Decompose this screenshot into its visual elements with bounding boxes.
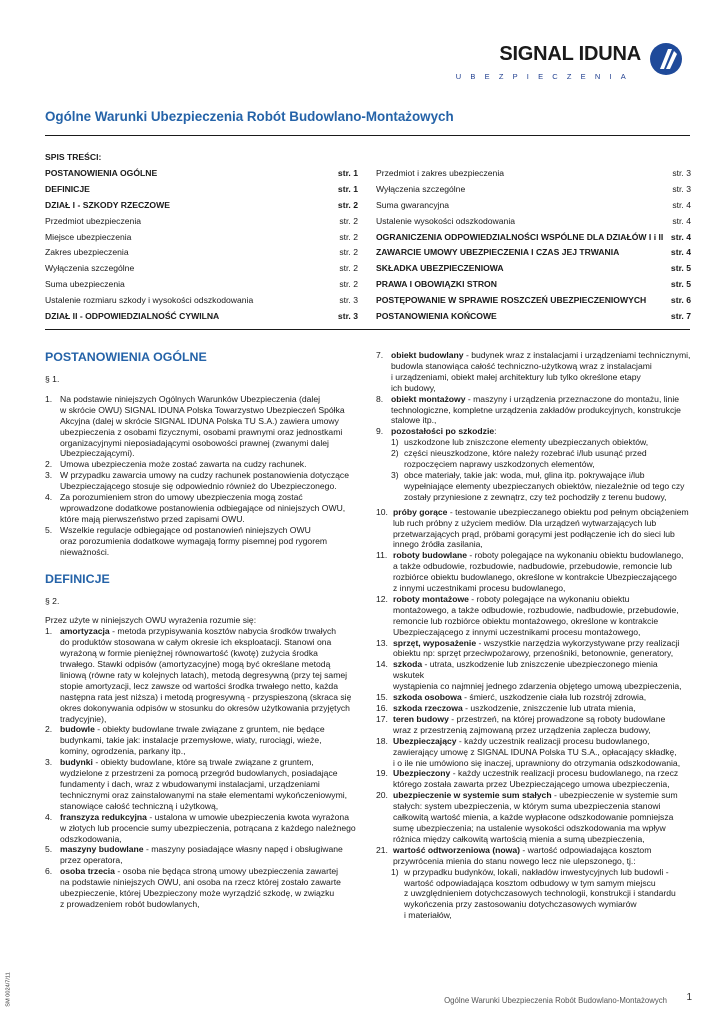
definition-line: i o ile nie umówiono się inaczej, uprawniony do otrzymania odszkodowania, (393, 757, 681, 768)
definition-item (376, 703, 691, 714)
definitions-list-left (45, 626, 360, 910)
footer-title: Ogólne Warunki Ubezpieczenia Robót Budowlano-Montażowych (444, 996, 667, 1005)
definition-text: - obiekty budowlane, które są trwale związane z gruntem, (92, 757, 314, 768)
brand-logo (423, 42, 683, 84)
sub-item (376, 867, 691, 922)
definition-number: 19. (376, 768, 388, 779)
definition-line: na podstawie niniejszych OWU, ani osoba na rzecz której zostało zawarte (60, 877, 341, 888)
definition-term: sprzęt, wyposażenie (393, 637, 477, 648)
definition-first-line (60, 724, 360, 735)
sub-item-line: rozpoczęciem naprawy uszkodzonych elementów, (404, 459, 595, 470)
definition-text: - każdy uczestnik realizacji procesu budowlanego, (456, 735, 650, 746)
body-right-column (376, 350, 691, 921)
definition-line: przywrócenia mienia do stanu nowego lecz nie ulepszonego, tj.: (393, 855, 636, 866)
toc-entry-label: DZIAŁ I - SZKODY RZECZOWE (45, 199, 170, 210)
definition-item (45, 844, 360, 866)
toc-entry (376, 294, 691, 310)
definition-number: 15. (376, 692, 388, 703)
definition-item (45, 866, 360, 910)
toc-entry-label: Ustalenie wysokości odszkodowania (376, 215, 516, 226)
toc-entry-label: POSTANOWIENIA KOŃCOWE (376, 311, 497, 322)
definition-line: rozbiórce obiektu budowlanego, określone w kontrakcie Ubezpieczającego (393, 572, 677, 583)
definition-line: a także odbudowie, rozbudowie, nadbudowie, przebudowie, remoncie lub (393, 561, 672, 572)
definition-line: budowla stanowiąca całość techniczno-użytkową wraz z instalacjami (391, 360, 652, 371)
toc-entry-label: DZIAŁ II - ODPOWIEDZIALNOŚĆ CYWILNA (45, 311, 220, 322)
definition-line: stalowe itp., (391, 415, 437, 426)
definition-number: 8. (376, 393, 384, 404)
definition-line: z innymi uczestnikami procesu budowlanego, (393, 583, 566, 594)
definition-first-line (393, 845, 691, 856)
toc-entry-page: str. 2 (339, 247, 358, 258)
definition-term: teren budowy (393, 713, 449, 724)
definition-line: liniową (równe raty w kolejnych latach), metodą degresywną (przy tej samej (60, 669, 348, 680)
definition-number: 18. (376, 735, 388, 746)
toc-entry-page: str. 4 (672, 215, 691, 226)
toc-entry-page: str. 2 (337, 199, 358, 210)
definition-line: ich budowy, (391, 382, 436, 393)
definition-item (376, 394, 691, 427)
list-item (45, 459, 360, 470)
definition-line: Ubezpieczającego z innymi uczestnikami procesu montażowego, (393, 626, 641, 637)
toc-entry-label: Przedmiot ubezpieczenia (45, 215, 142, 226)
definition-term: budynki (60, 757, 93, 768)
definition-term: szkoda osobowa (393, 692, 462, 703)
toc-entry (376, 183, 691, 199)
definition-line: sumę ubezpieczenia; na ustalenie wysokości odszkodowania ma wpływ (393, 822, 666, 833)
toc-entry-page: str. 3 (672, 183, 691, 194)
definition-item (376, 692, 691, 703)
definition-first-line (393, 736, 691, 747)
toc-entry-label: DEFINICJE (45, 183, 90, 194)
definition-item (376, 845, 691, 867)
toc-entry-label: ZAWARCIE UMOWY UBEZPIECZENIA I CZAS JEJ TRWANIA (376, 247, 620, 258)
definition-item (376, 736, 691, 769)
definition-term: roboty budowlane (393, 550, 467, 561)
definition-line: stopie amortyzacji, lecz zawsze od wartości środka trwałego netto, każda (60, 680, 338, 691)
definition-item (45, 757, 360, 812)
definition-first-line (60, 626, 360, 637)
definition-number: 5. (45, 844, 53, 855)
definition-term: obiekt montażowy (391, 393, 466, 404)
definition-line: budynkami, takie jak: instalacje przemysłowe, wiaty, rurociągi, wieże, (60, 735, 322, 746)
definition-first-line (60, 844, 360, 855)
definition-item (376, 659, 691, 692)
definition-item (376, 426, 691, 437)
definition-item (376, 594, 691, 638)
document-title: Ogólne Warunki Ubezpieczenia Robót Budowlano-Montażowych (45, 109, 454, 124)
sub-item (376, 448, 691, 470)
definition-term: szkoda (393, 659, 423, 670)
list-item-line: nieważności. (60, 546, 110, 557)
toc-entry-page: str. 3 (339, 295, 358, 306)
definition-text: - uszkodzenie, zniszczenie lub utrata mienia, (462, 703, 636, 713)
list-item (45, 394, 360, 459)
toc-entry (45, 199, 358, 215)
definition-text: - przestrzeń, na której prowadzone są roboty budowlane (448, 713, 666, 724)
toc-entry-page: str. 2 (339, 279, 358, 290)
paragraph-number-2: § 2. (45, 595, 60, 606)
toc-entry (45, 246, 358, 262)
list-item-line: oraz porozumienia dodatkowe wymagają formy pisemnej pod rygorem (60, 535, 328, 546)
definition-line: remoncie lub rozbiórce obiektu montażowego, określone w kontrakcie (393, 615, 659, 626)
definition-item (376, 714, 691, 736)
sub-item (376, 470, 691, 503)
definition-text: - testowanie ubezpieczanego obiektu pod pełnym obciążeniem (447, 506, 689, 517)
definition-term: obiekt budowlany (391, 350, 464, 360)
toc-entry-page: str. 3 (672, 168, 691, 178)
definition-number: 14. (376, 659, 388, 670)
definition-first-line (393, 714, 691, 725)
sub-item (376, 437, 691, 448)
list-item-number: 4. (45, 492, 53, 503)
definition-line: zawierający umowę z SIGNAL IDUNA Polska TU S.A., opłacający składkę, (393, 746, 677, 757)
definition-term: pozostałości po szkodzie (391, 426, 495, 437)
body-left-column (45, 350, 360, 910)
definition-line: wyrażoną w formie pieniężnej równowartość (kwotę) zużycia środka (60, 648, 318, 659)
definition-item (376, 507, 691, 551)
toc-entry (45, 310, 358, 326)
definition-line: stanowiące całość techniczną i użytkową, (60, 800, 219, 811)
definition-line: przetwarzających prąd, próbami gorącymi jest podłączenie ich do sieci lub (393, 528, 675, 539)
definition-first-line (60, 866, 360, 877)
toc-entry-label: POSTĘPOWANIE W SPRAWIE ROSZCZEŃ UBEZPIECZENIOWYCH (376, 295, 647, 306)
list-item-line: Ubezpieczającymi). (60, 448, 135, 459)
definition-first-line (60, 757, 360, 768)
definition-line: fundamenty i dach, wraz z wbudowanymi instalacjami, urządzeniami (60, 779, 320, 789)
definition-number: 10. (376, 506, 388, 517)
definition-term: franszyza redukcyjna (60, 811, 147, 822)
toc-entry-page: str. 3 (337, 311, 358, 322)
list-item-line: Na podstawie niniejszych Ogólnych Warunków Ubezpieczenia (dalej (60, 393, 321, 404)
list-item-line: Wszelkie regulacje odbiegające od postanowień niniejszych OWU (60, 524, 311, 535)
list-item-line: które mają pierwszeństwo przed zapisami OWU. (60, 513, 245, 524)
toc-heading: SPIS TREŚCI: (45, 152, 102, 162)
toc-entry (376, 278, 691, 294)
definition-line: kominy, ogrodzenia, parkany itp., (60, 746, 186, 757)
definition-number: 13. (376, 637, 388, 648)
toc-entry (45, 231, 358, 247)
list-item-number: 3. (45, 470, 53, 481)
list-item-line: wprowadzone dodatkowe postanowienia odbiegające od niniejszych OWU, (60, 502, 346, 513)
list-item-line: Akcyjna (dalej w skrócie SIGNAL IDUNA Polska TU S.A.) zawiera umowy (60, 415, 339, 426)
definition-term: budowle (60, 724, 95, 735)
toc-divider (45, 329, 690, 330)
toc-entry-label: Suma ubezpieczenia (45, 279, 125, 290)
toc-entry-page: str. 4 (670, 247, 691, 258)
toc-entry (376, 246, 691, 262)
definition-line: wydzielone z przestrzeni za pomocą przegród budowlanych, posiadające (60, 768, 338, 779)
paragraph-number-1: § 1. (45, 374, 60, 384)
definition-number: 17. (376, 713, 388, 724)
toc-entry-page: str. 1 (337, 183, 358, 194)
definition-number: 11. (376, 550, 388, 561)
definition-line: obiektu np: sprzęt przeciwpożarowy, przenośniki, betonownie, generatory, (393, 648, 674, 659)
toc-entry-page: str. 4 (670, 231, 691, 242)
definition-term: Ubezpieczający (393, 735, 457, 746)
toc-entry-label: SKŁADKA UBEZPIECZENIOWA (376, 263, 504, 274)
definition-number: 21. (376, 844, 388, 855)
toc-entry (45, 215, 358, 231)
toc-entry-label: Przedmiot i zakres ubezpieczenia (376, 168, 505, 178)
definition-text: - wszystkie narzędzia wykorzystywane przy realizacji (476, 637, 680, 648)
toc-entry-page: str. 2 (339, 215, 358, 226)
definition-line: do produktów stosowana w całym okresie ich eksploatacji. Stanowi ona (60, 637, 332, 648)
definition-first-line (393, 692, 691, 703)
definition-term: amortyzacja (60, 626, 110, 637)
definition-number: 20. (376, 790, 388, 801)
definition-first-line (391, 350, 691, 361)
sub-item-line: wykończenia przy zastosowaniu dotychczasowych wymiarów (404, 899, 637, 910)
definition-text: - roboty polegające na wykonaniu obiektu (468, 593, 630, 604)
definition-line: lub ruch próbny z użyciem mediów. Dla urządzeń wytwarzających lub (393, 517, 657, 528)
definition-first-line (391, 394, 691, 405)
definition-number: 16. (376, 703, 388, 713)
definition-term: Ubezpieczony (393, 768, 451, 779)
definition-text: - osoba nie będąca stroną umowy ubezpieczenia zawartej (114, 866, 339, 877)
definition-number: 1. (45, 626, 53, 637)
definition-text: - metoda przypisywania kosztów nabycia środków trwałych (109, 626, 337, 637)
definition-item (45, 626, 360, 724)
signal-iduna-logo-icon (649, 42, 683, 76)
definition-line: i urządzeniami, obiekt małej architektury lub tylko określone etapy (391, 371, 641, 382)
toc-entry-label: Miejsce ubezpieczenia (45, 231, 132, 242)
definition-term: szkoda rzeczowa (393, 703, 463, 713)
list-item-line: W przypadku zawarcia umowy na cudzy rachunek postanowienia dotyczące (60, 470, 349, 481)
definition-line: w złotych lub procencie sumy ubezpieczenia, potrącana z każdego należnego (60, 822, 356, 833)
definition-line: następna rata jest niższa) i metodą progresywną - przyspieszoną (skraca się (60, 691, 352, 702)
toc-entry (376, 167, 691, 183)
toc-entry-page: str. 6 (670, 295, 691, 306)
sub-item-line: wypełniające elementy ubezpieczanych obiektów, niezależnie od tego czy (404, 480, 685, 491)
definition-first-line (393, 594, 691, 605)
definition-text: - ustalona w umowie ubezpieczenia kwota wyrażona (146, 811, 349, 822)
definition-item (45, 812, 360, 845)
toc-entry-page: str. 2 (339, 231, 358, 242)
definition-first-line (393, 659, 691, 681)
definition-number: 9. (376, 426, 384, 437)
toc-entry (376, 231, 691, 247)
toc-entry-label: Zakres ubezpieczenia (45, 247, 129, 258)
definition-item (376, 790, 691, 845)
definition-item (376, 638, 691, 660)
definition-first-line (393, 507, 691, 518)
list-item-line: Ubezpieczającego stosuje się odpowiednio również do Ubezpieczonego. (60, 481, 337, 492)
section-heading-definitions: DEFINICJE (45, 571, 110, 586)
definition-text: - obiekty budowlane trwale związane z gruntem, nie będące (94, 724, 325, 735)
definition-first-line (391, 426, 691, 437)
sub-item-line: części nieuszkodzone, które należy rozebrać i/lub usunąć przed (404, 448, 647, 459)
definition-number: 12. (376, 593, 388, 604)
definition-line: trwałego. Stawki odpisów (amortyzacyjne) mogą być określane metodą (60, 659, 331, 670)
definition-text: - maszyny posiadające własny napęd i obsługiwane (143, 844, 343, 855)
sub-item-line: i materiałów, (404, 910, 452, 921)
toc-entry-page: str. 7 (670, 311, 691, 322)
definition-line: technicznymi oraz zainstalowanymi na stałe elementami wykończeniowymi, (60, 789, 348, 800)
definition-line: całkowitą wartość mienia, a każde wypłacone odszkodowanie pomniejsza (393, 812, 674, 823)
toc-entry (376, 215, 691, 231)
definition-text: - wartość odpowiadająca kosztom (520, 844, 652, 855)
toc-entry-label: Wyłączenia szczególne (376, 183, 466, 194)
definitions-intro: Przez użyte w niniejszych OWU wyrażenia rozumie się: (45, 615, 257, 626)
definition-line: okres dokonywania odpisów w stosunku do okresów użytkowania przyjętych (60, 702, 350, 713)
definition-item (376, 550, 691, 594)
definition-term: osoba trzecia (60, 866, 115, 877)
sub-item-line: obce materiały, takie jak: woda, muł, glina itp. pokrywające i/lub (404, 469, 645, 480)
definition-text: - śmierć, uszkodzenie ciała lub rozstrój zdrowia, (461, 692, 647, 703)
toc-entry-label: Ustalenie rozmiaru szkody i wysokości odszkodowania (45, 295, 254, 306)
definition-number: 4. (45, 811, 53, 822)
definition-line: wraz z przestrzenią zajmowaną przez urządzenia zaplecza budowy, (393, 724, 651, 735)
definition-line: ubezpieczenie, której Ubezpieczony może wyrządzić szkodę, w związku (60, 888, 335, 899)
toc-right-column (376, 167, 691, 326)
toc-entry-page: str. 2 (339, 263, 358, 274)
toc-entry-label: OGRANICZENIA ODPOWIEDZIALNOŚCI WSPÓLNE DLA DZIAŁÓW I i II (376, 231, 664, 242)
sub-item-number: 1) (391, 866, 399, 877)
definition-term: wartość odtworzeniowa (nowa) (393, 844, 521, 855)
toc-entry-page: str. 4 (672, 199, 691, 210)
definition-line: tradycyjnie), (60, 713, 107, 724)
toc-entry-label: POSTANOWIENIA OGÓLNE (45, 168, 158, 178)
definition-first-line (393, 638, 691, 649)
definition-term: roboty montażowe (393, 593, 469, 604)
sub-item-number: 1) (391, 437, 399, 448)
sub-item-line: uszkodzone lub zniszczone elementy ubezpieczanych obiektów, (404, 437, 649, 448)
definition-line: przez operatora, (60, 855, 123, 866)
toc-entry (45, 183, 358, 199)
brand-name: SIGNAL IDUNA (499, 43, 641, 65)
definition-first-line (393, 550, 691, 561)
definition-number: 6. (45, 866, 53, 877)
toc-left-column (45, 167, 358, 326)
list-item-line: w skrócie OWU) SIGNAL IDUNA Polska Towarzystwo Ubezpieczeń Spółka (60, 404, 345, 415)
toc-entry-label: Suma gwarancyjna (376, 199, 450, 210)
definition-line: różnica między całkowitą wartością mienia a sumą ubezpieczenia, (393, 833, 645, 844)
list-item-number: 1. (45, 393, 53, 404)
definition-line: innego źródła zasilania, (393, 539, 483, 550)
toc-entry-label: Wyłączenia szczególne (45, 263, 135, 274)
list-item-line: Umowa ubezpieczenia może zostać zawarta na cudzy rachunek. (60, 459, 307, 470)
definition-term: maszyny budowlane (60, 844, 144, 855)
toc-entry-page: str. 5 (670, 279, 691, 290)
toc-entry-label: PRAWA I OBOWIĄZKI STRON (376, 279, 497, 290)
definition-text: - utrata, uszkodzenie lub zniszczenie ubezpieczonego mienia wskutek (393, 659, 658, 681)
document-code: SM 0024/7/11 (5, 972, 12, 1007)
toc-entry (45, 167, 358, 183)
list-item-line: Za porozumieniem stron do umowy ubezpieczenia mogą zostać (60, 492, 303, 503)
list-item-line: ubezpieczenia z osobami fizycznymi, osobami prawnymi oraz jednostkami (60, 426, 343, 437)
page-number: 1 (686, 992, 692, 1003)
definition-line: wystąpienia co najmniej jednego zdarzenia objętego umową ubezpieczenia, (393, 681, 682, 692)
section-heading-general: POSTANOWIENIA OGÓLNE (45, 350, 207, 364)
definition-text: - roboty polegające na wykonaniu obiektu budowlanego, (467, 550, 684, 561)
definition-number: 7. (376, 350, 384, 360)
definition-first-line (393, 703, 691, 714)
definition-text: : (494, 426, 497, 437)
definition-term: ubezpieczenie w systemie sum stałych (393, 790, 552, 801)
toc-entry (45, 278, 358, 294)
definition-number: 3. (45, 757, 53, 768)
toc-entry-page: str. 5 (670, 263, 691, 274)
definition-line: odszkodowania, (60, 833, 122, 844)
list-item-number: 2. (45, 459, 53, 470)
sub-item-line: zostały przyniesione z zewnątrz, czy też pochodziły z terenu budowy, (404, 491, 667, 502)
definition-text: - budynek wraz z instalacjami i urządzeniami technicznymi, (463, 350, 691, 360)
sub-item-number: 2) (391, 448, 399, 459)
sub-item-number: 3) (391, 469, 399, 480)
definition-line: stałych: system ubezpieczenia, w którym suma ubezpieczenia stanowi (393, 801, 661, 812)
brand-tagline: UBEZPIECZENIA (455, 72, 635, 81)
general-provisions-list (45, 394, 360, 558)
definition-first-line (60, 812, 360, 823)
toc-entry (376, 310, 691, 326)
toc-entry (376, 262, 691, 278)
definition-line: montażowego, a także odbudowie, rozbudowie, nadbudowie, przebudowie, (393, 604, 679, 615)
definition-first-line (393, 790, 691, 801)
definition-line: którego została zawarta przez Ubezpieczającego umowa ubezpieczenia, (393, 779, 670, 790)
sub-item-line: w przypadku budynków, lokali, nakładów inwestycyjnych lub budowli - (404, 866, 669, 877)
definition-term: próby gorące (393, 506, 448, 517)
definition-first-line (393, 768, 691, 779)
sub-item-line: z uwzględnieniem dotychczasowych technologii, konstrukcji i standardu (404, 888, 676, 899)
definition-item (376, 768, 691, 790)
definition-item (376, 350, 691, 394)
toc-entry (376, 199, 691, 215)
definition-text: - ubezpieczenie w systemie sum (551, 790, 678, 801)
list-item (45, 470, 360, 492)
sub-item-line: wartość odpowiadająca kosztom odbudowy w tym samym miejscu (404, 877, 656, 888)
list-item-number: 5. (45, 524, 53, 535)
definition-number: 2. (45, 724, 53, 735)
definition-text: - maszyny i urządzenia przeznaczone do montażu, linie (465, 393, 680, 404)
list-item-line: organizacyjnymi nieposiadającymi osobowości prawnej (zwanymi dalej (60, 437, 329, 448)
list-item (45, 525, 360, 558)
toc-entry (45, 262, 358, 278)
list-item (45, 492, 360, 525)
definition-line: z prowadzeniem robót budowlanych, (60, 898, 200, 909)
definition-item (45, 724, 360, 757)
title-divider (45, 135, 690, 136)
definitions-list-right (376, 350, 691, 921)
definition-line: technologiczne, kompletne urządzenia zakładów produkcyjnych, konstrukcje (391, 404, 681, 415)
toc-entry (45, 294, 358, 310)
toc-entry-page: str. 1 (337, 168, 358, 178)
definition-text: - każdy uczestnik realizacji procesu budowlanego, na rzecz (450, 768, 679, 779)
